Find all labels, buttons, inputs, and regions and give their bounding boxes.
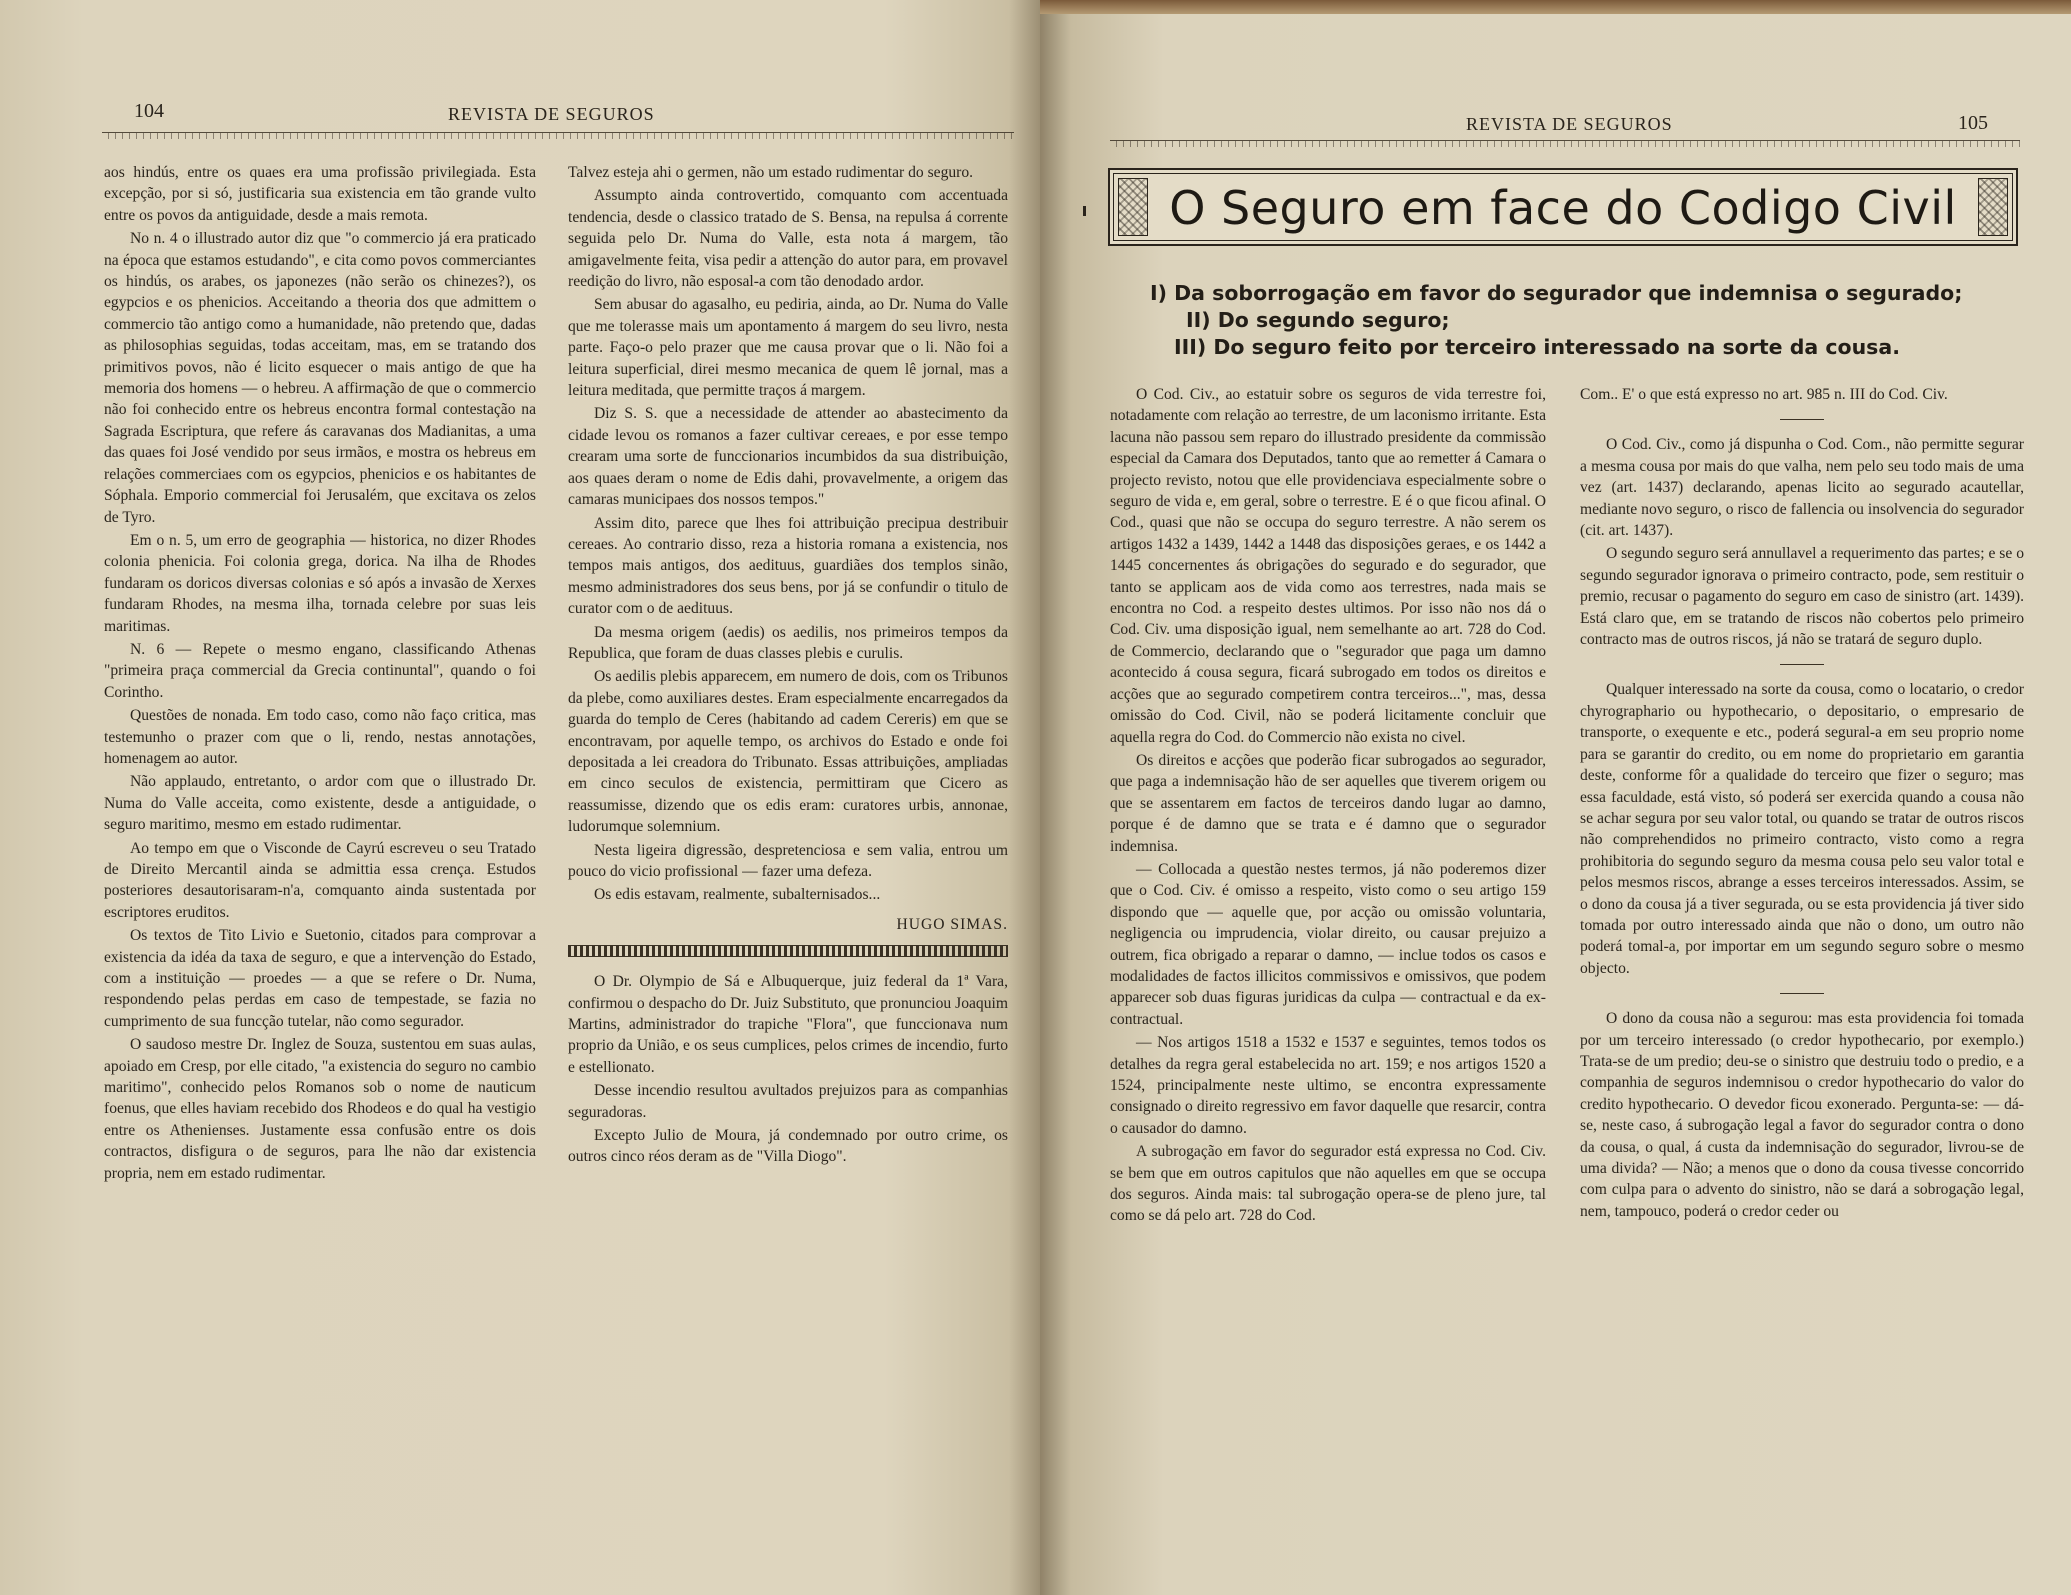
paragraph: Sem abusar do agasalho, eu pediria, ainda, ao Dr. Numa do Valle que me tolerasse mais um apontamento á margem do seu livro, nesta parte. Faço-o pelo prazer que me causa provar que o li. Não foi a leitura superficial, direi mesmo mecanica de quem lê jornal, mas a leitura meditada, que permitte traços á margem.	[568, 296, 1008, 400]
author-signature: HUGO SIMAS.	[896, 915, 1008, 933]
paragraph: O Cod. Civ., como já dispunha o Cod. Com., não permitte segurar a mesma cousa por mais do que valha, nem pelo seu todo mais de uma vez (art. 1437) declarando, apenas licito ao segurado acautellar, mediante novo seguro, o risco de fallencia ou insolvencia do segurador (cit. art. 1437).	[1580, 436, 2024, 540]
left-running-head: REVISTA DE SEGUROS	[448, 104, 655, 124]
paragraph: O dono da cousa não a segurou: mas esta providencia foi tomada por um terceiro interessado (o credor hypothecario, por exemplo.) Trata-se de um predio; deu-se o sinistro que destruiu todo o predio, e a companhia de seguros indemnisou o credor hypothecario do valor do credito hypothecario. O devedor ficou exonerado. Pergunta-se: — dá-se, neste caso, á subrogação legal a favor do segurador contra o dono da cousa, o qual, á custa da indemnisação do segurador, livrou-se de uma divida? — Não; a menos que o dono da cousa tivesse concorrido com culpa para o advento do sinistro, não se dará a sobrogação legal, nem, tampouco, poderá o credor ceder ou	[1580, 1010, 2024, 1220]
paragraph: O segundo seguro será annullavel a requerimento das partes; e se o segundo segurador ignorava o primeiro contracto, pode, sem restituir o premio, recusar o pagamento do seguro em caso de sinistro (art. 1439). Está claro que, em se tratando de riscos não cobertos pelo primeiro contracto mas de outros riscos, já não se tratará de seguro duplo.	[1580, 545, 2024, 649]
section-separator	[1780, 993, 1824, 994]
paragraph: Ao tempo em que o Visconde de Cayrú escreveu o seu Tratado de Direito Mercantil ainda se admittia essa crença. Estudos posteriores desautorisaram-n'a, comquanto ainda sustentada por escriptores eruditos.	[104, 839, 536, 921]
news-paragraph: O Dr. Olympio de Sá e Albuquerque, juiz federal da 1ª Vara, confirmou o despacho do Dr. Juiz Substituto, que pronunciou Joaquim Martins, administrador do trapiche "Flora", que funccionava num proprio da União, e os seus cumplices, pelos crimes de incendio, furto e estellionato.	[568, 973, 1008, 1076]
ornament-icon	[1978, 178, 2008, 236]
right-column-2	[1580, 384, 2024, 1222]
paragraph: A subrogação em favor do segurador está expressa no Cod. Civ. se bem que em outros capitulos que não aquelles em que se occupa dos seguros. Ainda mais: tal subrogação opera-se de pleno jure, tal como se dá pelo art. 728 do Cod.	[1110, 1143, 1546, 1225]
paragraph: O Cod. Civ., ao estatuir sobre os seguros de vida terrestre foi, notadamente com relação ao terrestre, de um laconismo irritante. Esta lacuna não passou sem reparo do illustrado presidente da commissão especial da Camara dos Deputados, tanto que ao remetter á Camara o projecto revisto, notou que elle providenciava especialmente sobre o seguro de vida e, em geral, sobre o terrestre. E é o que ficou afinal. O Cod., quasi que não se occupa do seguro terrestre. A não serem os artigos 1432 a 1439, 1442 a 1448 das disposições geraes, e os 1442 a 1445 concernentes ás obrigações do segurado e do segurador, que tanto se applicam aos de vida como aos terrestres, nada mais se encontra no Cod. a respeito destes ultimos. Por isso não nos dá o Cod. Civ. uma disposição igual, nem semelhante ao art. 728 do Cod. de Commercio, declarando que o "segurador que paga um damno acontecido á cousa segura, ficará subrogado em todos os direitos e acções que ao segurado competirem contra terceiros...", mas, dessa omissão do Cod. Civil, não se poderá licitamente concluir que aquella regra do Cod. do Commercio não exista no civel.	[1110, 386, 1546, 746]
right-column-1	[1110, 384, 1546, 1227]
paragraph: Nesta ligeira digressão, despretenciosa e sem valia, entrou um pouco do vicio profissional — fazer uma defeza.	[568, 841, 1008, 880]
paragraph: Talvez esteja ahi o germen, não um estado rudimentar do seguro.	[568, 164, 974, 181]
left-column-1	[104, 162, 536, 1184]
paragraph: Questões de nonada. Em todo caso, como não faço critica, mas testemunho o prazer com que o li, rendo, nestas annotações, homenagem ao autor.	[104, 707, 536, 767]
paragraph: Os textos de Tito Livio e Suetonio, citados para comprovar a existencia da idéa da taxa de seguro, e que a intervenção do Estado, com a instituição — proedes — a que se refere o Dr. Numa, respondendo pelas perdas em caso de tempestade, se fazia no cumprimento de sua funcção tutelar, não como segurador.	[104, 927, 536, 1030]
paragraph: Assumpto ainda controvertido, comquanto com accentuada tendencia, desde o classico tratado de S. Bensa, na repulsa á corrente seguida pelo Dr. Numa do Valle, esta nota á margem, tão amigavelmente feita, visa pedir a attenção do autor para, em provavel reedição do livro, não esposal-a com tão denodado ardor.	[568, 187, 1008, 291]
article-subtitles	[1150, 280, 2010, 361]
margin-mark	[1083, 206, 1086, 216]
article-title-box	[1108, 168, 2018, 246]
section-separator	[568, 945, 1008, 957]
subtitle-item: II) Do segundo seguro;	[1186, 308, 1450, 332]
subtitle-item: I) Da soborrogação em favor do segurador que indemnisa o segurado;	[1150, 281, 1963, 305]
paragraph: Com.. E' o que está expresso no art. 985 n. III do Cod. Civ.	[1580, 386, 1948, 403]
paragraph: No n. 4 o illustrado autor diz que "o commercio já era praticado na época que estamos estudando", e cita como povos commerciantes os hindús, os arabes, os japonezes (não serão os chinezes?), os egypcios e os phenicios. Acceitando a theoria dos que admittem o commercio tão antigo como a humanidade, não pretendo que, dadas as philosophias seguidas, todas acceitam, mas, em se tratando dos primitivos povos, não é licito esquecer o mais antigo de que ha memoria dos homens — o hebreu. A affirmação de que o commercio não foi conhecido entre os hebreus encontra formal contestação na Sagrada Escriptura, que refere ás caravanas dos Madianitas, a uma das quaes foi José vendido por seus irmãos, e mostra os hebreus em relações commerciaes com os egypcios, phenicios e os habitantes de Sóphala. Emporio commercial foi Jerusalém, que excitava os zelos de Tyro.	[104, 230, 536, 526]
paragraph: aos hindús, entre os quaes era uma profissão privilegiada. Esta excepção, por si só, justificaria sua existencia em tão grande vulto entre os povos da antiguidade, desde a mais remota.	[104, 164, 536, 224]
left-column-2	[568, 162, 1008, 1168]
paragraph: Da mesma origem (aedis) os aedilis, nos primeiros tempos da Republica, que foram de duas classes plebis e curulis.	[568, 623, 1008, 662]
news-paragraph: Desse incendio resultou avultados prejuizos para as companhias seguradoras.	[568, 1082, 1008, 1121]
news-paragraph: Excepto Julio de Moura, já condemnado por outro crime, os outros cinco réos deram as de "Villa Diogo".	[568, 1127, 1008, 1166]
paragraph: Os direitos e acções que poderão ficar subrogados ao segurador, que paga a indemnisação hão de ser aquelles que tiverem origem ou que se assentarem em factos de terceiros dando lugar ao damno, porque é de damno que se trata e é damno que o segurador indemnisa.	[1110, 751, 1546, 855]
paragraph: N. 6 — Repete o mesmo engano, classificando Athenas "primeira praça commercial da Grecia continuntal", quando o foi Corintho.	[104, 640, 536, 701]
paragraph: Qualquer interessado na sorte da cousa, como o locatario, o credor chyrographario ou hypothecario, o depositario, o empresario de transporte, o exequente e etc., poderá segural-a em seu proprio nome para se garantir do credito, ou em nome do proprietario em garantia deste, conforme fôr a qualidade do terceiro que fizer o seguro; mas essa faculdade, está visto, só poderá ser exercida quando a cousa não se achar segura por seu valor total, ou quando se tratar de outros riscos não comprehendidos no primeiro contracto, visto como a regra prohibitoria do segundo seguro da mesma cousa pelo seu valor total e pelos mesmos riscos, abrange a esses terceiros interessados. Assim, se o dono da cousa já a tiver segurada, ou se esta providencia já tiver sido tomada por outro interessado ainda que não o dono, um outro não poderá tomal-a, por importar em um segundo seguro sobre o mesmo objecto.	[1580, 681, 2024, 977]
section-separator	[1780, 419, 1824, 420]
paragraph: Os edis estavam, realmente, subalternisados...	[594, 886, 881, 904]
left-page-number: 104	[134, 100, 164, 122]
paragraph: O saudoso mestre Dr. Inglez de Souza, sustentou em suas aulas, apoiado em Cresp, por elle citado, "a existencia do seguro no cambio maritimo", conhecido pelos Romanos sob o nome de nauticum foenus, que elles haviam recebido dos Rhodeos e do qual ha vestigio entre os Athenienses. Justamente essa confusão entre os dois contractos, disfigura o de seguros, para lhe não dar existencia propria, nem em estado rudimentar.	[104, 1036, 536, 1182]
article-title: O Seguro em face do Codigo Civil	[1169, 181, 1957, 235]
paragraph: — Nos artigos 1518 a 1532 e 1537 e seguintes, temos todos os detalhes da regra geral estabelecida no art. 159; e nos artigos 1520 a 1524, principalmente neste ultimo, se encontra expressamente consignado o direito regressivo em favor daquelle que resarcir, contra o causador do damno.	[1110, 1034, 1546, 1137]
ornament-icon	[1118, 178, 1148, 236]
paragraph: Assim dito, parece que lhes foi attribuição precipua destribuir cereaes. Ao contrario disso, reza a historia romana a existencia, nos tempos mais antigos, dos aedituus, guardiães dos templos sinão, mesmo administradores dos seus bens, por já se confundir o titulo de curator com o de aedituus.	[568, 514, 1008, 618]
paragraph: Os aedilis plebis apparecem, em numero de dois, com os Tribunos da plebe, como auxiliares destes. Eram especialmente encarregados da guarda do templo de Ceres (habitando ad cadem Cereris) em que se encontravam, por aquelle tempo, os archivos do Estado e onde foi depositada a lei creadora do Tribunato. Essas attribuições, ampliadas em cinco seculos de existencia, permittiram que Cicero as reassumisse, dizendo que os edis eram: curatores urbis, annonae, ludorumque solemnium.	[568, 668, 1008, 836]
right-page-number: 105	[1958, 112, 1988, 134]
subtitle-item: III) Do seguro feito por terceiro interessado na sorte da cousa.	[1174, 335, 1900, 359]
paragraph: Não applaudo, entretanto, o ardor com que o illustrado Dr. Numa do Valle acceita, como existente, desde a antiguidade, o seguro maritimo, mesmo em estado rudimentar.	[104, 773, 536, 834]
right-header-rule	[1110, 140, 2020, 147]
paragraph: Diz S. S. que a necessidade de attender ao abastecimento da cidade levou os romanos a fazer cultivar cereaes, e por esse tempo crearam uma sorte de funccionarios incumbidos da sua distribuição, aos quaes deram o nome de Edis dahi, provavelmente, a origem das camaras municipaes dos nossos tempos."	[568, 405, 1008, 509]
paragraph: — Collocada a questão nestes termos, já não poderemos dizer que o Cod. Civ. é omisso a respeito, visto como o seu artigo 159 dispondo que — aquelle que, por acção ou omissão voluntaria, negligencia ou imprudencia, violar direito, ou causar prejuizo a outrem, fica obrigado a reparar o damno, — inclue todos os casos e modalidades de factos illicitos commissivos e omissivos, que podem apparecer sob duas figuras juridicas da culpa — contractual e da ex-contractual.	[1110, 860, 1546, 1028]
paragraph: Em o n. 5, um erro de geographia — historica, no dizer Rhodes colonia phenicia. Foi colonia grega, dorica. Na ilha de Rhodes fundaram os doricos diversas colonias e só após a invasão de Xerxes fundaram Rhodes, na mesma ilha, tornada celebre por suas leis maritimas.	[104, 531, 536, 635]
right-running-head: REVISTA DE SEGUROS	[1466, 114, 1673, 134]
section-separator	[1780, 664, 1824, 665]
page-top-edge	[1040, 0, 2071, 14]
left-header-rule	[102, 132, 1014, 139]
